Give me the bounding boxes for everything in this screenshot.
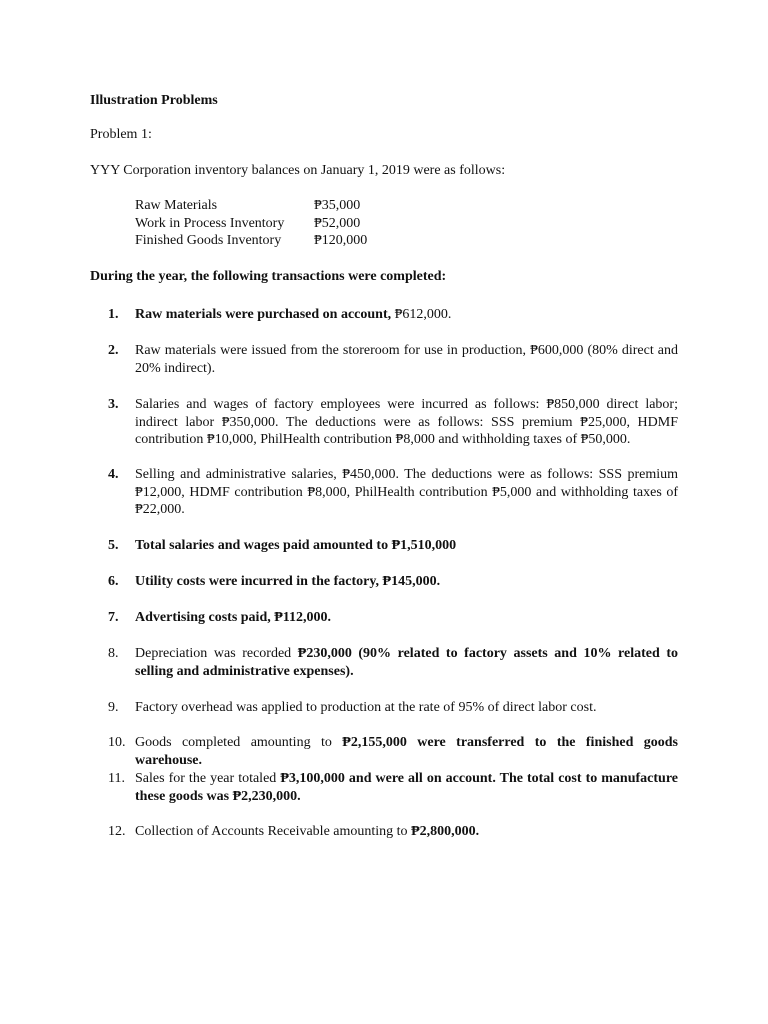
item-text: Sales for the year totaled ₱3,100,000 and were all on account. The total cost to manufacture these goods was ₱2,230,000. (135, 771, 678, 804)
item-text: Total salaries and wages paid amounted to ₱1,510,000 (135, 538, 457, 553)
list-item (108, 306, 678, 324)
item-text: Selling and administrative salaries, ₱450,000. The deductions were as follows: SSS premium ₱12,000, HDMF contribution ₱8,000, PhilHealth contribution ₱5,000 and withholding taxes of ₱22,000. (135, 467, 678, 517)
item-text: Advertising costs paid, ₱112,000. (135, 610, 332, 625)
inventory-value-raw-materials: ₱35,000 (314, 198, 361, 213)
document-heading: Illustration Problems (90, 93, 218, 108)
transactions-heading: During the year, the following transactions were completed: (90, 269, 447, 284)
item-text: Goods completed amounting to ₱2,155,000 were transferred to the finished goods warehouse. (135, 735, 678, 768)
list-item (108, 770, 678, 805)
list-item (108, 734, 678, 769)
intro-text: YYY Corporation inventory balances on January 1, 2019 were as follows: (90, 163, 506, 178)
item-number: 8. (108, 646, 119, 661)
problem-label: Problem 1: (90, 127, 152, 142)
item-number: 5. (108, 538, 119, 553)
item-text: Salaries and wages of factory employees were incurred as follows: ₱850,000 direct labor; indirect labor ₱350,000. The deductions were as follows: SSS premium ₱25,000, HDMF contribution ₱10,000, PhilHealth contribution ₱8,000 and withholding taxes of ₱50,000. (135, 397, 678, 447)
inventory-label-finished-goods: Finished Goods Inventory (135, 233, 282, 248)
item-number: 2. (108, 343, 119, 358)
list-item (108, 573, 678, 591)
item-text: Raw materials were issued from the storeroom for use in production, ₱600,000 (80% direct and 20% indirect). (135, 343, 678, 376)
list-item (108, 699, 678, 717)
item-number: 4. (108, 467, 119, 482)
item-text: Collection of Accounts Receivable amounting to ₱2,800,000. (135, 824, 480, 839)
item-number: 6. (108, 574, 119, 589)
item-number: 7. (108, 610, 119, 625)
list-item (108, 645, 678, 680)
item-number: 3. (108, 397, 119, 412)
item-number: 9. (108, 700, 119, 715)
item-text: Depreciation was recorded ₱230,000 (90% related to factory assets and 10% related to selling and administrative expenses). (135, 646, 678, 679)
list-item (108, 823, 678, 841)
list-item (108, 609, 678, 627)
item-number: 1. (108, 307, 119, 322)
list-item (108, 537, 678, 555)
inventory-label-wip: Work in Process Inventory (135, 216, 285, 231)
item-text: Raw materials were purchased on account, ₱612,000. (135, 307, 452, 322)
inventory-value-finished-goods: ₱120,000 (314, 233, 368, 248)
list-item (108, 342, 678, 377)
inventory-label-raw-materials: Raw Materials (135, 198, 218, 213)
item-text: Utility costs were incurred in the factory, ₱145,000. (135, 574, 441, 589)
item-number: 11. (108, 771, 125, 786)
list-item (108, 466, 678, 519)
list-item (108, 396, 678, 449)
item-number: 12. (108, 824, 126, 839)
item-number: 10. (108, 735, 126, 750)
inventory-value-wip: ₱52,000 (314, 216, 361, 231)
item-text: Factory overhead was applied to production at the rate of 95% of direct labor cost. (135, 700, 597, 715)
